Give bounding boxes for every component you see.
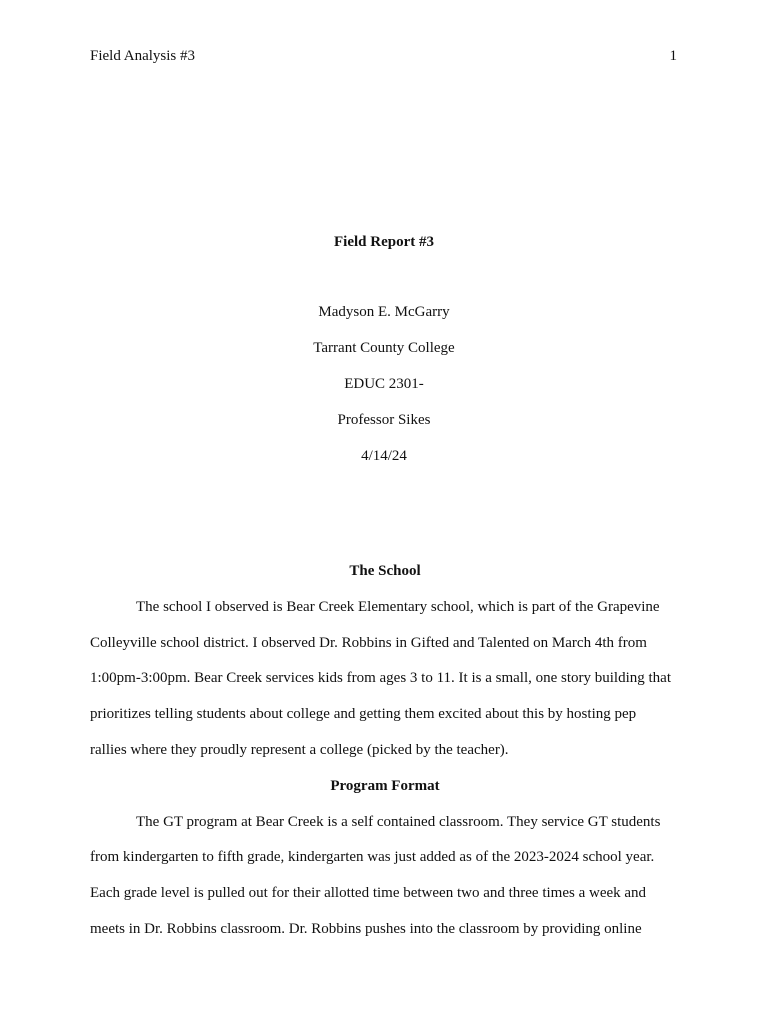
paragraph-line: rallies where they proudly represent a college (picked by the teacher). [90,741,509,758]
title-block [0,233,768,483]
page-number: 1 [669,48,677,64]
section-heading-the-school: The School [349,563,421,579]
paragraph-line: 1:00pm-3:00pm. Bear Creek services kids from ages 3 to 11. It is a small, one story building that [90,670,672,687]
professor-name: Professor Sikes [337,412,431,428]
report-date: 4/14/24 [361,448,407,464]
paragraph-line: from kindergarten to fifth grade, kindergarten was just added as of the 2023-2024 school year. [90,849,655,866]
paragraph-line: meets in Dr. Robbins classroom. Dr. Robbins pushes into the classroom by providing online [90,920,642,937]
running-head: Field Analysis #3 [90,48,196,64]
author-name: Madyson E. McGarry [318,304,450,320]
paragraph-the-school [90,590,680,769]
institution-name: Tarrant County College [313,340,455,356]
paragraph-line: prioritizes telling students about college and getting them excited about this by hosting pep [90,706,637,723]
paragraph-line: Colleyville school district. I observed Dr. Robbins in Gifted and Talented on March 4th from [90,634,647,651]
paragraph-line: The GT program at Bear Creek is a self contained classroom. They service GT students [136,813,661,830]
course-code: EDUC 2301- [344,376,424,392]
section-heading-program-format: Program Format [330,777,440,794]
body-text [90,554,680,948]
paragraph-program-format [90,805,680,948]
paragraph-line: Each grade level is pulled out for their allotted time between two and three times a week and [90,885,647,902]
report-title: Field Report #3 [334,234,434,250]
paragraph-line: The school I observed is Bear Creek Elementary school, which is part of the Grapevine [136,598,660,615]
